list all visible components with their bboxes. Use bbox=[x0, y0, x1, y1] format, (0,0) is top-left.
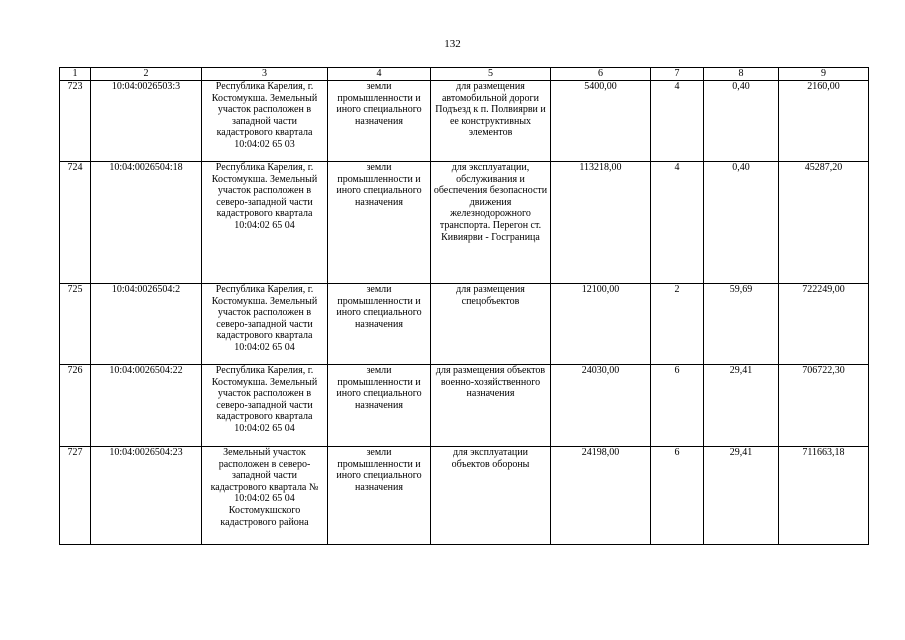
purpose-cell: для эксплуатации объектов обороны bbox=[431, 447, 551, 545]
col7-cell: 2 bbox=[651, 284, 704, 365]
col8-cell: 59,69 bbox=[704, 284, 779, 365]
table-row bbox=[60, 284, 869, 365]
area-cell: 5400,00 bbox=[551, 81, 651, 162]
table-row bbox=[60, 365, 869, 447]
area-cell: 12100,00 bbox=[551, 284, 651, 365]
table-row bbox=[60, 162, 869, 284]
category-cell: земли промышленности и иного специального назначения bbox=[328, 284, 431, 365]
col9-cell: 706722,30 bbox=[779, 365, 869, 447]
col8-cell: 29,41 bbox=[704, 447, 779, 545]
column-header: 6 bbox=[551, 68, 651, 81]
location-cell: Республика Карелия, г. Костомукша. Земельный участок расположен в северо-западной части кадастрового квартала 10:04:02 65 04 bbox=[202, 365, 328, 447]
row-number: 723 bbox=[60, 81, 91, 162]
location-cell: Республика Карелия, г. Костомукша. Земельный участок расположен в северо-западной части кадастрового квартала 10:04:02 65 04 bbox=[202, 162, 328, 284]
column-header: 9 bbox=[779, 68, 869, 81]
row-number: 726 bbox=[60, 365, 91, 447]
cadastral-number: 10:04:0026503:3 bbox=[91, 81, 202, 162]
area-cell: 24198,00 bbox=[551, 447, 651, 545]
column-header: 5 bbox=[431, 68, 551, 81]
col8-cell: 29,41 bbox=[704, 365, 779, 447]
col7-cell: 6 bbox=[651, 447, 704, 545]
area-cell: 113218,00 bbox=[551, 162, 651, 284]
location-cell: Республика Карелия, г. Костомукша. Земельный участок расположен в западной части кадастрового квартала 10:04:02 65 03 bbox=[202, 81, 328, 162]
purpose-cell: для размещения объектов военно-хозяйственного назначения bbox=[431, 365, 551, 447]
column-header: 2 bbox=[91, 68, 202, 81]
column-header: 7 bbox=[651, 68, 704, 81]
table-row bbox=[60, 447, 869, 545]
category-cell: земли промышленности и иного специального назначения bbox=[328, 162, 431, 284]
column-header: 8 bbox=[704, 68, 779, 81]
area-cell: 24030,00 bbox=[551, 365, 651, 447]
cadastral-number: 10:04:0026504:2 bbox=[91, 284, 202, 365]
row-number: 727 bbox=[60, 447, 91, 545]
col8-cell: 0,40 bbox=[704, 81, 779, 162]
cadastral-number: 10:04:0026504:23 bbox=[91, 447, 202, 545]
purpose-cell: для размещения спецобъектов bbox=[431, 284, 551, 365]
column-header: 4 bbox=[328, 68, 431, 81]
col9-cell: 2160,00 bbox=[779, 81, 869, 162]
category-cell: земли промышленности и иного специального назначения bbox=[328, 365, 431, 447]
purpose-cell: для размещения автомобильной дороги Подъезд к п. Полвиярви и ее конструктивных элементов bbox=[431, 81, 551, 162]
column-header: 3 bbox=[202, 68, 328, 81]
category-cell: земли промышленности и иного специального назначения bbox=[328, 447, 431, 545]
row-number: 725 bbox=[60, 284, 91, 365]
col7-cell: 6 bbox=[651, 365, 704, 447]
col9-cell: 45287,20 bbox=[779, 162, 869, 284]
cadastral-number: 10:04:0026504:18 bbox=[91, 162, 202, 284]
col7-cell: 4 bbox=[651, 81, 704, 162]
land-plots-table bbox=[59, 67, 869, 545]
col8-cell: 0,40 bbox=[704, 162, 779, 284]
purpose-cell: для эксплуатации, обслуживания и обеспечения безопасности движения железнодорожного транспорта. Перегон ст. Кивиярви - Госграница bbox=[431, 162, 551, 284]
col9-cell: 711663,18 bbox=[779, 447, 869, 545]
column-header: 1 bbox=[60, 68, 91, 81]
col9-cell: 722249,00 bbox=[779, 284, 869, 365]
category-cell: земли промышленности и иного специального назначения bbox=[328, 81, 431, 162]
cadastral-number: 10:04:0026504:22 bbox=[91, 365, 202, 447]
header-row bbox=[60, 68, 869, 81]
row-number: 724 bbox=[60, 162, 91, 284]
location-cell: Республика Карелия, г. Костомукша. Земельный участок расположен в северо-западной части кадастрового квартала 10:04:02 65 04 bbox=[202, 284, 328, 365]
table-row bbox=[60, 81, 869, 162]
location-cell: Земельный участок расположен в северо-западной части кадастрового квартала № 10:04:02 65 04 Костомукшского кадастрового района bbox=[202, 447, 328, 545]
col7-cell: 4 bbox=[651, 162, 704, 284]
page-number: 132 bbox=[444, 38, 461, 50]
